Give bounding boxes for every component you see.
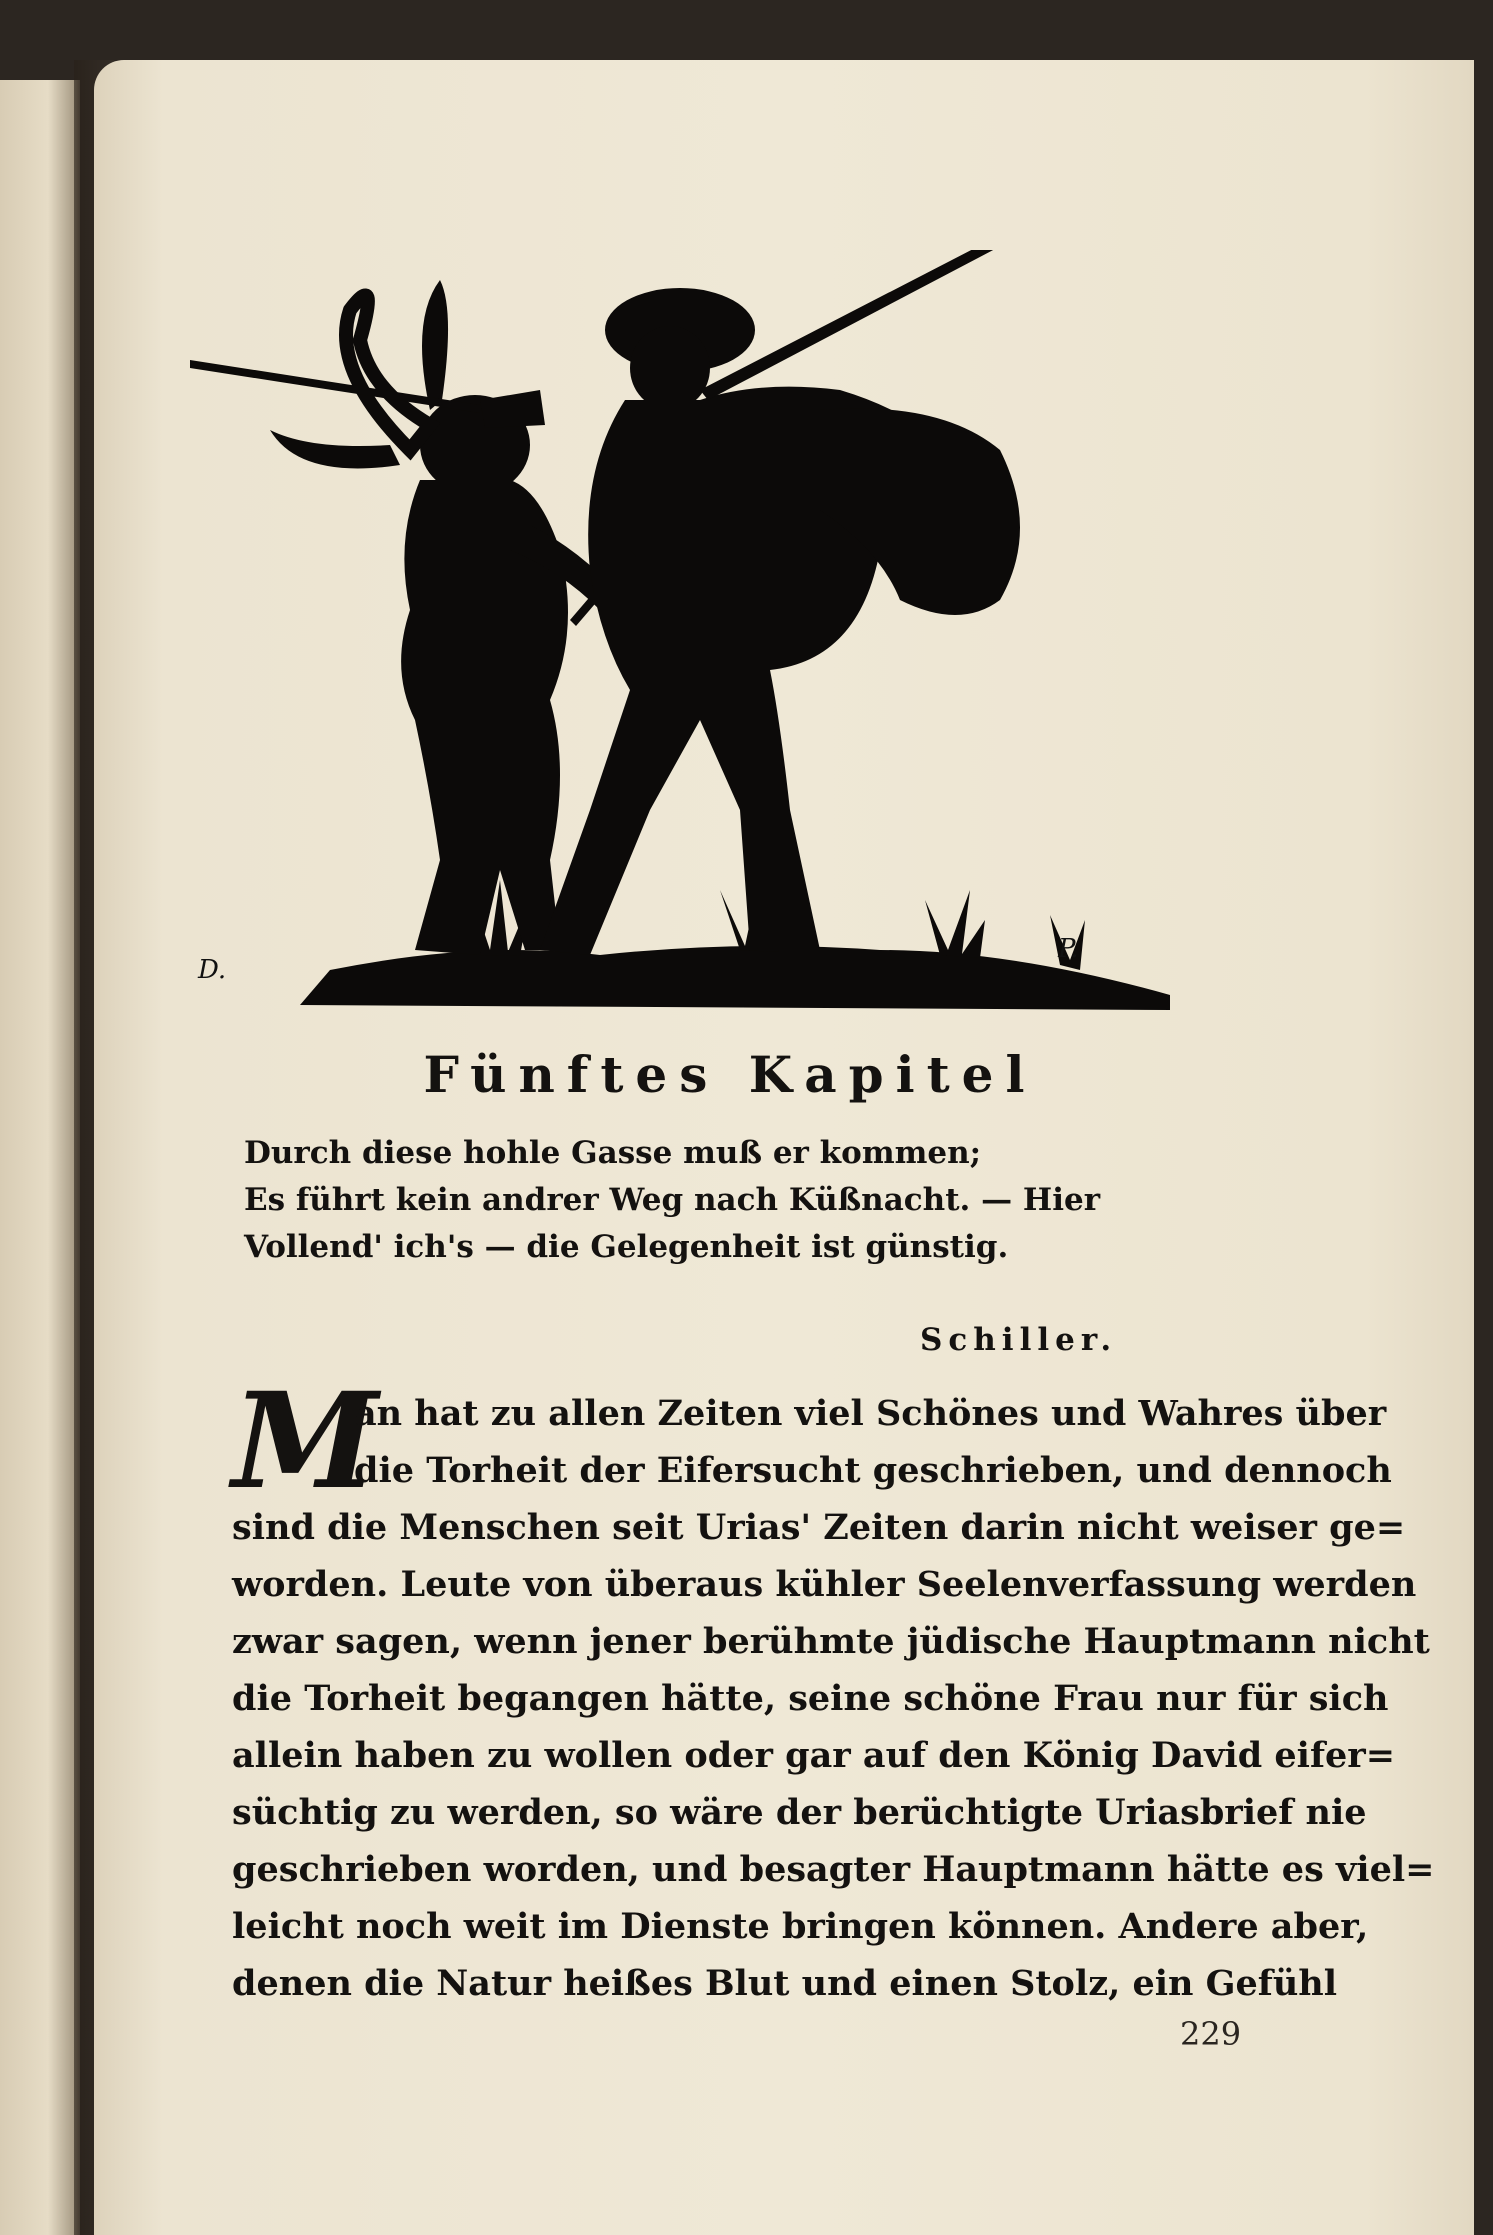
illustrator-signature-right: P.	[1058, 934, 1079, 964]
page-number: 229	[1180, 2015, 1242, 2053]
illustrator-signature-left: D.	[198, 955, 227, 985]
body-line: an hat zu allen Zeiten viel Schönes und Wahres über	[354, 1393, 1387, 1434]
body-line: süchtig zu werden, so wäre der berüchtigte Uriasbrief nie	[232, 1792, 1367, 1833]
silhouette-illustration	[180, 250, 1180, 1050]
body-line: die Torheit begangen hätte, seine schöne Frau nur für sich	[232, 1678, 1389, 1719]
epigraph-line: Es führt kein andrer Weg nach Küßnacht. — Hier	[244, 1182, 1101, 1218]
drop-cap-initial: M	[232, 1364, 379, 1519]
left-page-edge	[0, 80, 80, 2235]
body-line: denen die Natur heißes Blut und einen Stolz, ein Gefühl	[232, 1963, 1338, 2004]
epigraph-line: Durch diese hohle Gasse muß er kommen;	[244, 1135, 982, 1171]
chapter-title: Fünftes Kapitel	[423, 1045, 1037, 1104]
epigraph	[244, 1130, 1104, 1271]
body-line: worden. Leute von überaus kühler Seelenverfassung werden	[232, 1564, 1417, 1605]
body-line: sind die Menschen seit Urias' Zeiten darin nicht weiser ge=	[232, 1507, 1406, 1548]
body-text	[232, 1364, 1435, 2012]
show-through-text	[1199, 315, 1469, 365]
epigraph-line: Vollend' ich's — die Gelegenheit ist günstig.	[244, 1229, 1009, 1265]
epigraph-author: Schiller.	[920, 1322, 1118, 1358]
body-line: leicht noch weit im Dienste bringen können. Andere aber,	[232, 1906, 1369, 1947]
body-line: zwar sagen, wenn jener berühmte jüdische Hauptmann nicht	[232, 1621, 1430, 1662]
body-line: geschrieben worden, und besagter Hauptmann hätte es viel=	[232, 1849, 1435, 1890]
body-line: allein haben zu wollen oder gar auf den König David eifer=	[232, 1735, 1396, 1776]
body-line: die Torheit der Eifersucht geschrieben, und dennoch	[354, 1450, 1392, 1491]
